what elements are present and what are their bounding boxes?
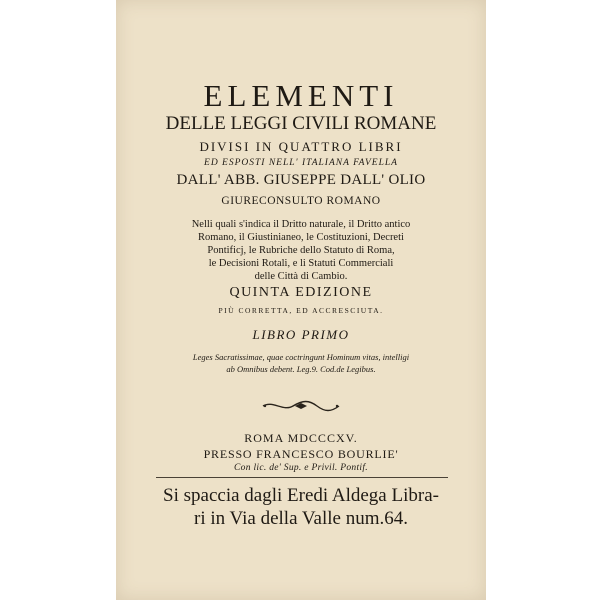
description-line: Nelli quali s'indica il Dritto naturale, il Dritto antico <box>191 219 411 230</box>
imprint-place: ROMA MDCCCXV. <box>244 431 358 445</box>
sale-line: ri in Via della Valle num.64. <box>194 508 408 529</box>
imprint-printer: PRESSO FRANCESCO BOURLIE' <box>203 447 399 461</box>
title-page <box>116 0 486 600</box>
description-line: Pontificj, le Rubriche dello Statuto di Roma, <box>207 245 395 256</box>
sale-notice <box>116 484 486 530</box>
edition-label: QUINTA EDIZIONE <box>229 285 373 300</box>
separator-rule <box>156 477 448 478</box>
description-line: Romano, il Giustinianeo, le Costituzioni, Decreti <box>198 232 404 243</box>
sale-line: Si spaccia dagli Eredi Aldega Libra- <box>163 485 439 506</box>
epigraph-line: ab Omnibus debent. Leg.9. Cod.de Legibus. <box>226 364 376 374</box>
epigraph <box>116 351 486 375</box>
language-note: ED ESPOSTI NELL' ITALIANA FAVELLA <box>204 158 398 168</box>
imprint-license: Con lic. de' Sup. e Privil. Pontif. <box>234 463 368 473</box>
volumes-note: DIVISI IN QUATTRO LIBRI <box>199 139 403 154</box>
ornament-divider-icon <box>261 399 341 413</box>
book-title: ELEMENTI <box>203 78 399 113</box>
edition-note: PIÙ CORRETTA, ED ACCRESCIUTA. <box>218 306 384 315</box>
author-name: DALL' ABB. GIUSEPPE DALL' OLIO <box>176 172 426 188</box>
description-line: le Decisioni Rotali, e li Statuti Commerciali <box>208 258 394 269</box>
book-subtitle: DELLE LEGGI CIVILI ROMANE <box>165 113 437 134</box>
author-role: GIURECONSULTO ROMANO <box>221 195 381 207</box>
book-number: LIBRO PRIMO <box>252 327 350 342</box>
description-block <box>116 218 486 283</box>
epigraph-line: Leges Sacratissimae, quae coctringunt Hominum vitas, intelligi <box>192 352 410 362</box>
description-line: delle Città di Cambio. <box>254 271 348 282</box>
